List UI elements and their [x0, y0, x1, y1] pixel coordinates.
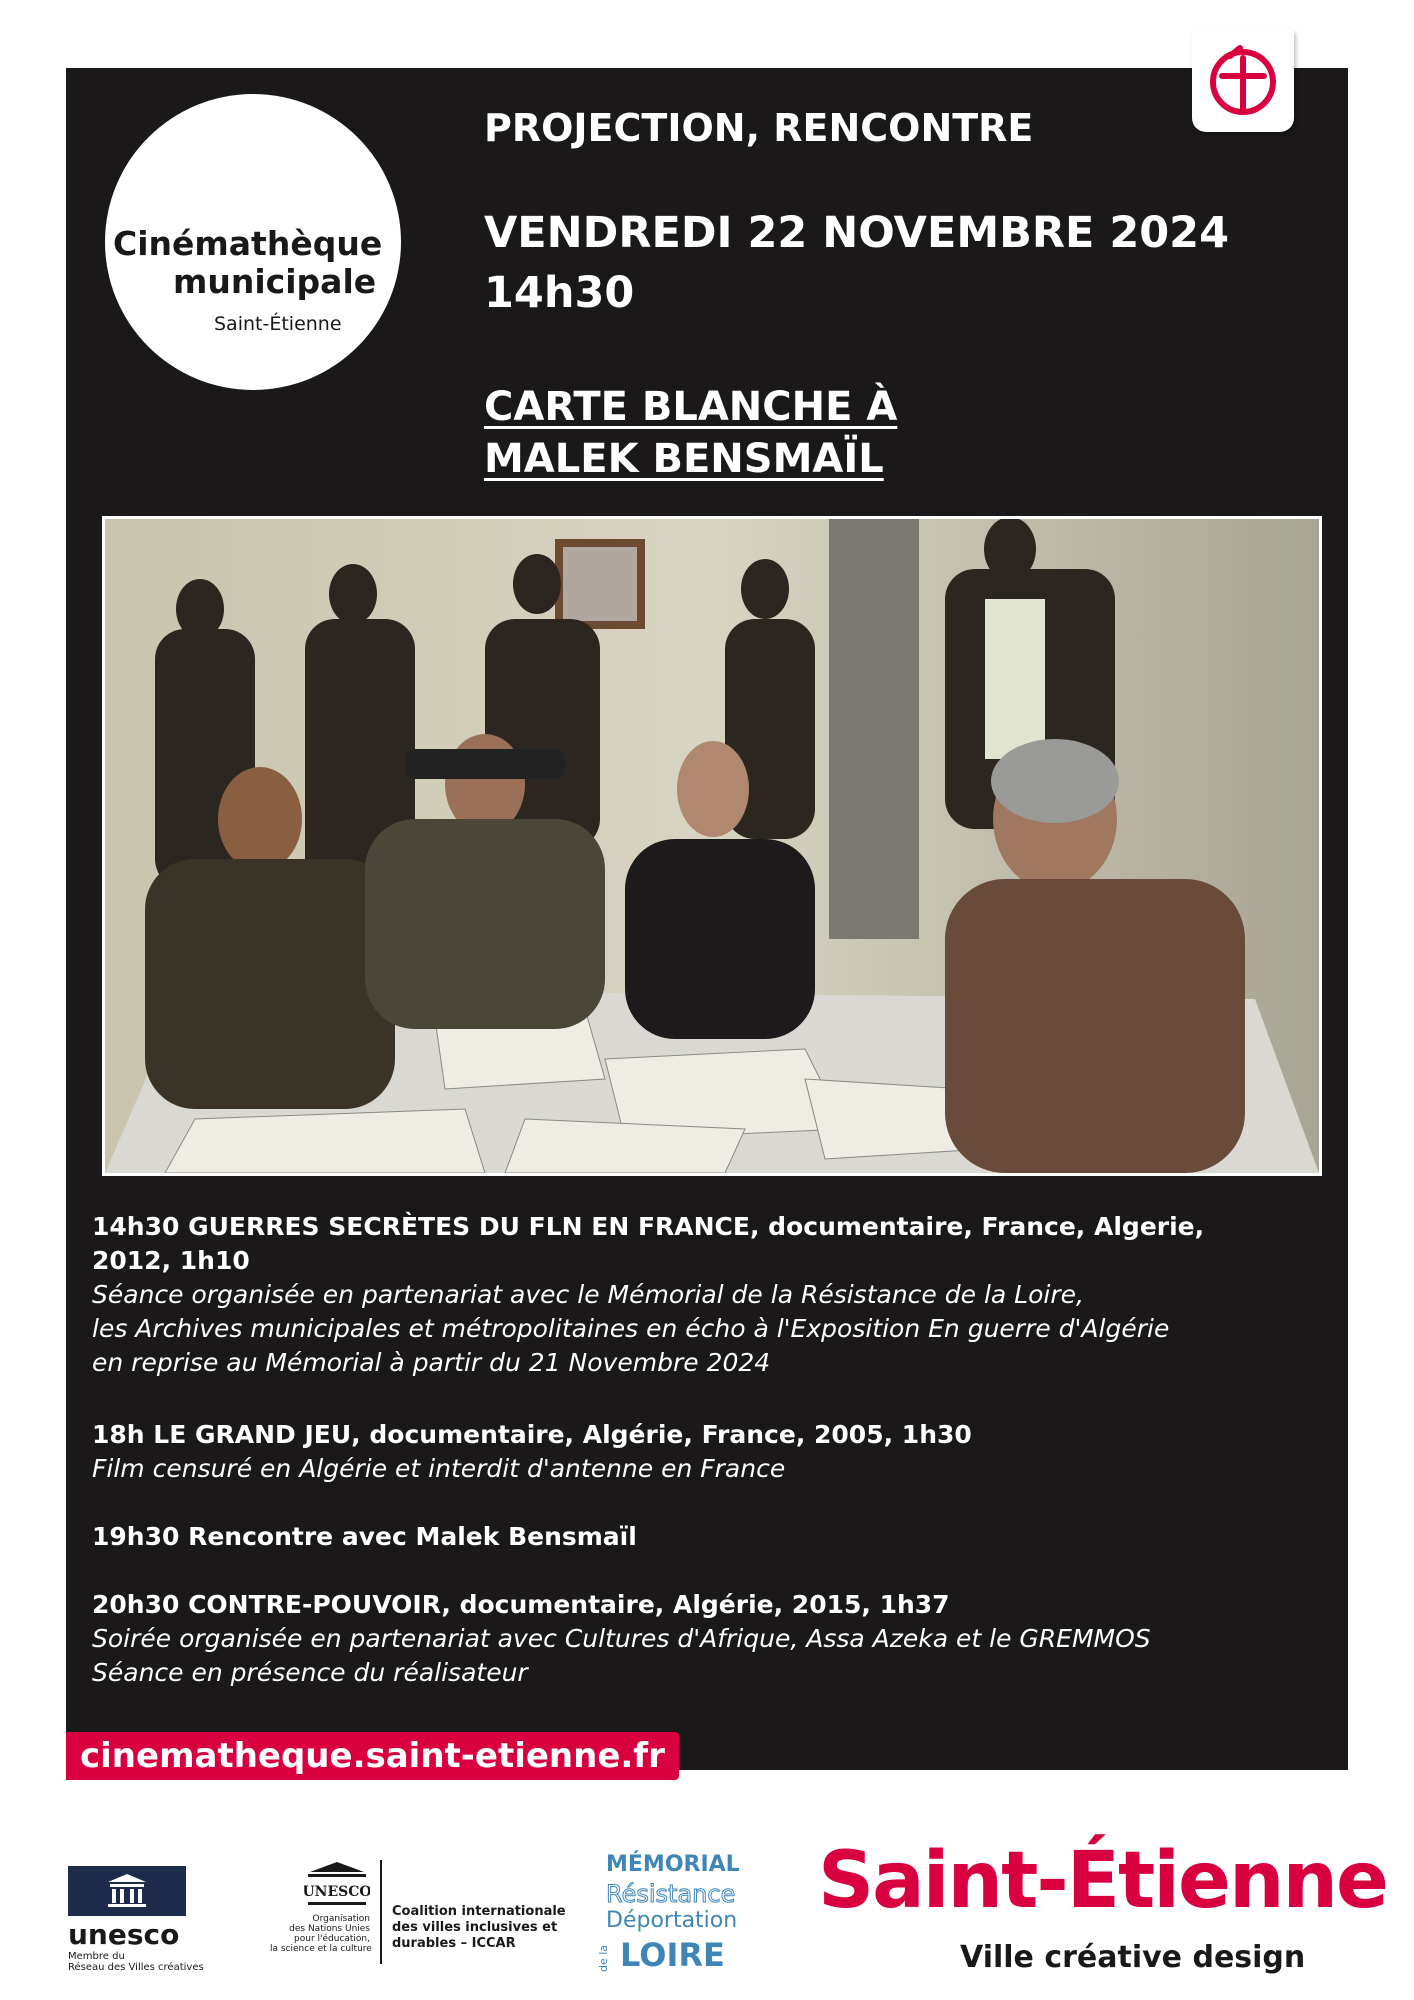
program-item-2	[92, 1418, 972, 1486]
iccar-left-4: la science et la culture	[270, 1944, 372, 1954]
program-item-3-title-line-1: 19h30 Rencontre avec Malek Bensmaïl	[92, 1522, 637, 1551]
saint-etienne-wordmark: Saint-Étienne	[818, 1836, 1387, 1926]
iccar-coalition-text	[392, 1904, 566, 1952]
logo-line-3: Saint-Étienne	[214, 313, 342, 335]
event-category: PROJECTION, RENCONTRE	[484, 106, 1034, 150]
iccar-org-text	[270, 1914, 370, 1954]
logo-line-2: municipale	[173, 262, 377, 301]
program-item-4-note-line-2: Séance en présence du réalisateur	[92, 1658, 528, 1687]
website-link[interactable]: cinematheque.saint-etienne.fr	[66, 1732, 679, 1780]
program-item-2-note-line-1: Film censuré en Algérie et interdit d'antenne en France	[92, 1454, 786, 1483]
memorial-line-4: LOIRE	[620, 1936, 725, 1974]
iccar-emblem-text: UNESCO	[304, 1884, 370, 1900]
iccar-right-2: des villes inclusives et	[392, 1920, 558, 1935]
cinematheque-logo	[105, 94, 401, 390]
memorial-side: de la	[597, 1944, 611, 1973]
unesco-temple-icon	[68, 1866, 186, 1916]
program-item-3	[92, 1520, 637, 1554]
iccar-right-1: Coalition internationale	[392, 1904, 566, 1919]
iccar-left-2: des Nations Unies	[289, 1924, 370, 1934]
event-title-line-1: CARTE BLANCHE À	[484, 384, 898, 430]
saint-etienne-emblem-icon	[1192, 30, 1294, 132]
program-item-4-title-line-1: 20h30 CONTRE-POUVOIR, documentaire, Algérie, 2015, 1h37	[92, 1590, 950, 1619]
iccar-divider	[380, 1860, 382, 1964]
memorial-logo	[597, 1852, 750, 1974]
event-time: 14h30	[484, 268, 635, 318]
film-still-photo	[102, 516, 1322, 1176]
program-item-1-note-line-2: les Archives municipales et métropolitaines en écho à l'Exposition En guerre d'Algérie	[92, 1314, 1170, 1343]
event-date: VENDREDI 22 NOVEMBRE 2024	[484, 208, 1230, 258]
program-item-4-note-line-1: Soirée organisée en partenariat avec Cultures d'Afrique, Assa Azeka et le GREMMOS	[92, 1624, 1151, 1653]
program-item-1-title-line-1: 14h30 GUERRES SECRÈTES DU FLN EN FRANCE, documentaire, France, Algerie,	[92, 1212, 1205, 1241]
program-item-1-note-line-1: Séance organisée en partenariat avec le Mémorial de la Résistance de la Loire,	[92, 1280, 1084, 1309]
memorial-line-3: Déportation	[606, 1908, 738, 1933]
program-item-4	[92, 1588, 1151, 1690]
unesco-emblem-icon	[304, 1860, 370, 1908]
unesco-caption-2: Réseau des Villes créatives	[68, 1962, 204, 1973]
program-item-2-title-line-1: 18h LE GRAND JEU, documentaire, Algérie, France, 2005, 1h30	[92, 1420, 972, 1449]
memorial-line-1: MÉMORIAL	[606, 1852, 740, 1877]
iccar-right-3: durables – ICCAR	[392, 1936, 516, 1951]
saint-etienne-tagline: Ville créative design	[960, 1940, 1306, 1975]
iccar-left-3: pour l'éducation,	[294, 1934, 370, 1944]
program-item-1-note-line-3: en reprise au Mémorial à partir du 21 Novembre 2024	[92, 1348, 771, 1377]
unesco-word: unesco	[68, 1918, 180, 1951]
logo-line-1: Cinémathèque	[113, 224, 383, 263]
unesco-caption-1: Membre du	[68, 1951, 125, 1962]
iccar-left-1: Organisation	[312, 1914, 370, 1924]
event-title-line-2: MALEK BENSMAÏL	[484, 436, 884, 482]
program-item-1-title-line-2: 2012, 1h10	[92, 1246, 250, 1275]
memorial-line-2: Résistance	[606, 1880, 736, 1908]
program-item-1	[92, 1210, 1204, 1380]
unesco-logo	[68, 1866, 204, 1973]
